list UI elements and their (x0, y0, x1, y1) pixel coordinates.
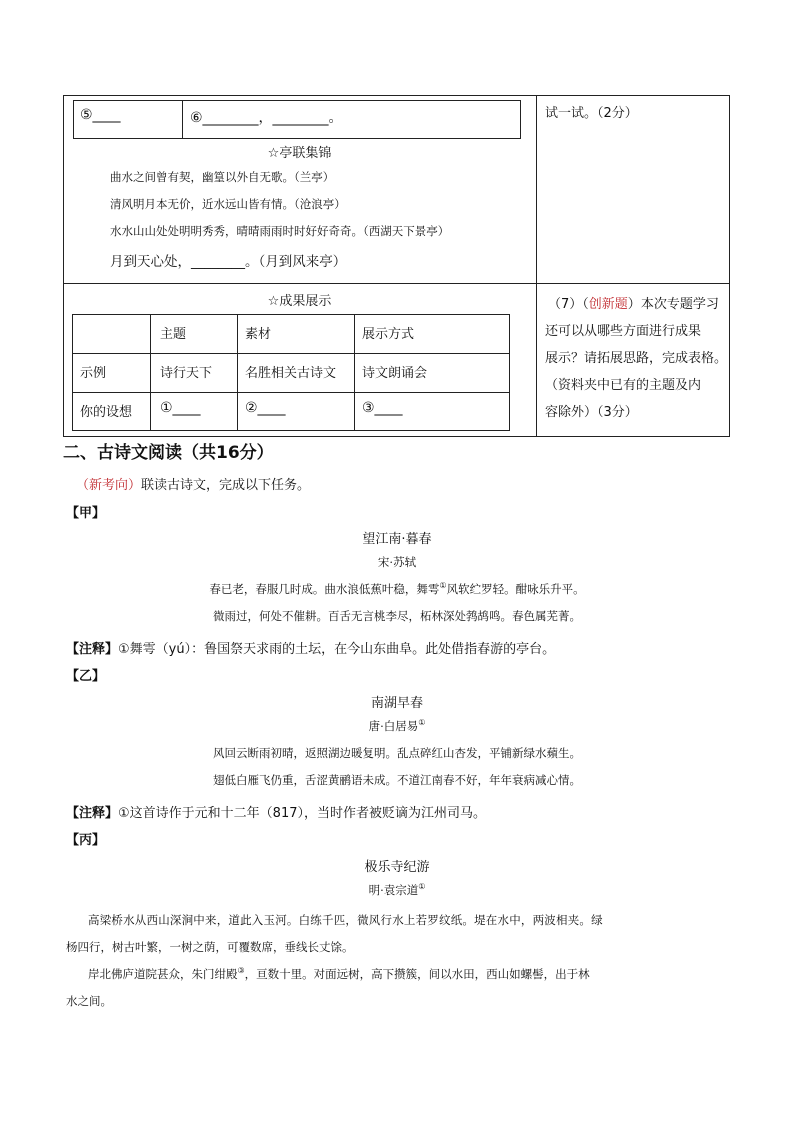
task7-number: （7）（ (548, 297, 589, 312)
prose-bing-p2-line-2: 水之间。 (66, 994, 112, 1008)
intro-paren-open: （ (76, 478, 90, 493)
poem-jia-line-1 (0, 581, 794, 597)
poem-jia-line-2: 微雨过，何处不催耕。百舌无言桃李尽，柘林深处鹁鸪鸣。春色属芜菁。 (213, 609, 581, 623)
fill-in-table-divider (182, 100, 183, 139)
top-table-horizontal-divider (63, 283, 730, 284)
label-bing: 【丙】 (66, 833, 106, 848)
prose-bing-p1-line-1: 高梁桥水从西山深涧中来，道此入玉河。白练千匹，微风行水上若罗纹纸。堤在水中，两波相夹。绿 (88, 913, 603, 927)
innovation-tag: 创新题 (588, 297, 628, 312)
results-yours-blank-1[interactable]: ①____ (160, 400, 201, 416)
poem-jia-title: 望江南·暮春 (362, 532, 432, 547)
footnote-mark-bing: ① (418, 882, 426, 892)
note-jia (66, 638, 555, 657)
note-yi-text: ①这首诗作于元和十二年（817），当时作者被贬谪为江州司马。 (118, 806, 486, 821)
results-title: ☆成果展示 (267, 294, 332, 309)
footnote-mark-yi: ① (418, 718, 426, 728)
intro-paren-close: ） (128, 478, 142, 493)
results-example-method: 诗文朗诵会 (362, 366, 428, 381)
results-col-line-3 (354, 314, 355, 431)
couplet-2: 清风明月本无价，近水远山皆有情。（沧浪亭） (110, 197, 346, 211)
prose-bing-p1-line-2: 杨四行，树古叶繁，一树之荫，可覆数席，垂线长丈馀。 (66, 940, 354, 954)
task7-line-3: 展示？请拓展思路，完成表格。 (545, 351, 728, 366)
couplet-4-blank[interactable]: 月到天心处，________。（月到风来亭） (110, 254, 347, 270)
task7-line-4: （资料夹中已有的主题及内 (545, 378, 702, 393)
label-jia: 【甲】 (66, 506, 106, 521)
task7-line-1-text: 本次专题学习 (640, 297, 719, 312)
results-header-theme: 主题 (160, 327, 187, 342)
results-example-theme: 诗行天下 (160, 366, 213, 381)
section-intro (76, 474, 310, 493)
label-yi: 【乙】 (66, 669, 106, 684)
results-yours-blank-3[interactable]: ③____ (362, 400, 403, 416)
task7-line-2: 还可以从哪些方面进行成果 (545, 324, 702, 339)
results-row-line-1 (72, 353, 510, 354)
section-heading: 二、古诗文阅读（共16分） (63, 443, 274, 463)
prose-bing-p2-line-1 (88, 966, 590, 982)
footnote-mark-1: ① (439, 581, 447, 591)
poem-yi-author (0, 718, 794, 734)
poem-yi-title: 南湖早春 (370, 696, 423, 711)
note-yi-label: 【注释】 (66, 806, 119, 821)
results-header-material: 素材 (245, 327, 272, 342)
poem-yi-line-2: 翅低白雁飞仍重，舌涩黄鹂语未成。不道江南春不好，年年衰病减心情。 (213, 773, 581, 787)
couplet-3: 水水山山处处明明秀秀，晴晴雨雨时时好好奇奇。（西湖天下景亭） (110, 224, 450, 238)
intro-text: 联读古诗文，完成以下任务。 (141, 478, 311, 493)
results-col-line-2 (237, 314, 238, 431)
note-jia-text: ①舞雩（yú）：鲁国祭天求雨的土坛，在今山东曲阜。此处借指春游的亭台。 (118, 642, 556, 657)
try-prompt: 试一试。（2分） (545, 106, 638, 121)
couplet-title: ☆亭联集锦 (267, 146, 332, 161)
results-header-method: 展示方式 (362, 327, 415, 342)
results-row-line-2 (72, 392, 510, 393)
results-example-label: 示例 (80, 366, 107, 381)
blank-5[interactable]: ⑤____ (80, 107, 121, 123)
new-direction-tag: 新考向 (89, 478, 129, 493)
prose-bing-author (0, 882, 794, 898)
footnote-mark-3: ③ (237, 966, 245, 976)
top-table-vertical-divider (536, 95, 537, 437)
poem-yi-author-text: 唐·白居易 (368, 719, 419, 733)
note-yi (66, 802, 486, 821)
prose-bing-p2-part-b: ，亘数十里。对面远树，高下攒簇，间以水田，西山如螺髻，出于林 (244, 967, 590, 981)
poem-jia-line-1b: 风软纻罗轻。酣咏乐升平。 (446, 582, 585, 596)
poem-yi-line-1: 风回云断雨初晴，返照湖边暖复明。乱点碎红山杏发，平铺新绿水蘋生。 (213, 746, 581, 760)
poem-jia-line-1a: 春已老，春服几时成。曲水浪低蕉叶稳，舞雩 (209, 582, 440, 596)
prose-bing-author-text: 明·袁宗道 (368, 883, 419, 897)
couplet-1: 曲水之间曾有契，幽篁以外自无歌。（兰亭） (110, 170, 335, 184)
results-yours-label: 你的设想 (80, 405, 133, 420)
blank-6[interactable]: ⑥________，________。 (190, 110, 343, 126)
prose-bing-title: 极乐寺纪游 (364, 860, 430, 875)
note-jia-label: 【注释】 (66, 642, 119, 657)
task7-line-1 (548, 293, 719, 312)
poem-jia-author: 宋·苏轼 (377, 555, 417, 569)
results-yours-blank-2[interactable]: ②____ (245, 400, 286, 416)
results-example-material: 名胜相关古诗文 (245, 366, 337, 381)
task7-close: ） (627, 297, 641, 312)
results-col-line-1 (150, 314, 151, 431)
prose-bing-p2-part-a: 岸北佛庐道院甚众，朱门绀殿 (88, 967, 238, 981)
task7-line-5: 容除外）（3分） (545, 405, 638, 420)
